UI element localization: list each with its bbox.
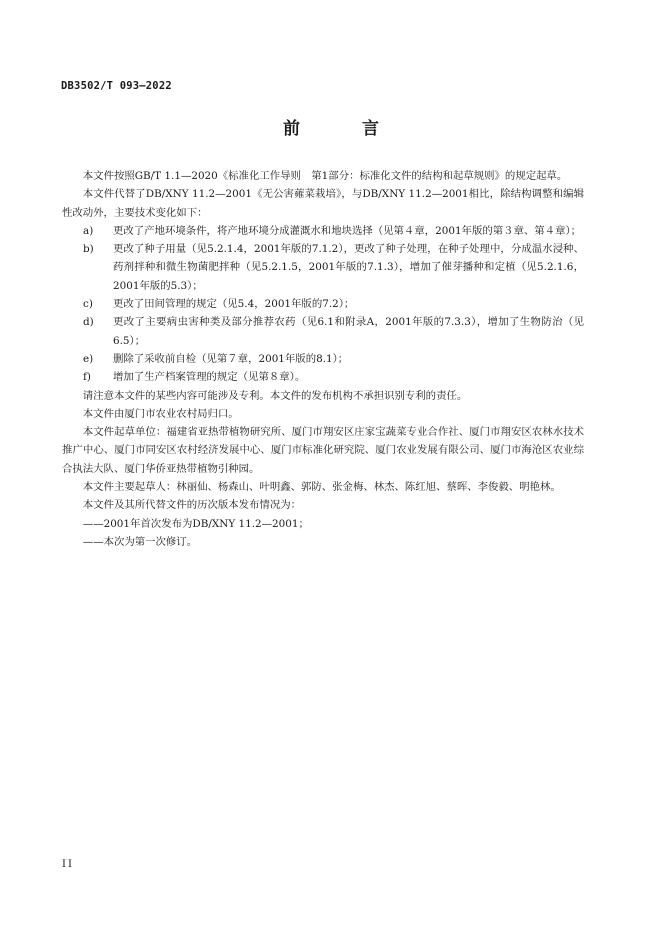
paragraph-responsible-dept: 本文件由厦门市农业农村局归口。 <box>82 407 239 420</box>
list-item-label: d) <box>83 316 94 329</box>
list-item-text: 更改了种子用量（见5.2.1.4，2001年版的7.1.2），更改了种子处理，在种子处理中，分成温水浸种、药剂拌种和微生物菌肥拌种（见5.2.1.5，2001年版的7.1.3），增加了催芽播种和定植（见5.2.1.6，2001年版的5.3）； <box>113 243 584 292</box>
page-number: II <box>62 859 74 870</box>
list-item <box>62 295 584 313</box>
document-body <box>62 167 584 551</box>
list-item-text: 更改了主要病虫害种类及部分推荐农药（见6.1和附录A，2001年版的7.3.3），增加了生物防治（见6.5）； <box>113 316 584 347</box>
paragraph-drafting-rules: 本文件按照GB/T 1.1—2020《标准化工作导则 第1部分：标准化文件的结构和起草规则》的规定起草。 <box>82 170 568 182</box>
list-item <box>62 240 584 295</box>
paragraph-patent-notice: 请注意本文件的某些内容可能涉及专利。本文件的发布机构不承担识别专利的责任。 <box>82 389 468 402</box>
page-title: 前 言 <box>283 119 407 139</box>
list-item <box>62 313 584 350</box>
list-item-text: 更改了产地环境条件，将产地环境分成灌溉水和地块选择（见第４章，2001年版的第３章、第４章）； <box>113 224 582 237</box>
list-item <box>62 222 584 240</box>
document-code: DB3502/T 093—2022 <box>61 80 172 92</box>
list-item-text: 增加了生产档案管理的规定（见第８章）。 <box>113 371 306 384</box>
history-item: ——2001年首次发布为DB/XNY 11.2—2001； <box>82 517 309 530</box>
list-item-label: b) <box>83 243 94 256</box>
paragraph-drafting-units: 本文件起草单位：福建省亚热带植物研究所、厦门市翔安区庄家宝蔬菜专业合作社、厦门市翔安区农林水技术推广中心、厦门市同安区农村经济发展中心、厦门市标准化研究院、厦门农业发展有限公司、厦门市海沧区农业综合执法大队、厦门华侨亚热带植物引种园。 <box>62 426 584 475</box>
list-item <box>62 350 584 368</box>
paragraph-drafters: 本文件主要起草人：林丽仙、杨森山、叶明鑫、郭防、张金梅、林杰、陈红旭、蔡晖、李俊毅、明艳林。 <box>82 481 561 494</box>
list-item-text: 更改了田间管理的规定（见5.4，2001年版的7.2）； <box>113 298 355 311</box>
paragraph-history-intro: 本文件及其所代替文件的历次版本发布情况为： <box>82 499 301 512</box>
list-item-label: a) <box>83 224 94 237</box>
list-item-label: f) <box>83 371 91 384</box>
paragraph-replacement: 本文件代替了DB/XNY 11.2—2001《无公害蕹菜栽培》，与DB/XNY 11.2—2001相比，除结构调整和编辑性改动外，主要技术变化如下： <box>62 188 584 219</box>
list-item-label: c) <box>83 298 93 311</box>
list-item-text: 删除了采收前自检（见第７章，2001年版的8.1）； <box>113 352 349 365</box>
history-item: ——本次为第一次修订。 <box>82 535 198 548</box>
list-item <box>62 368 584 386</box>
list-item-label: e) <box>83 352 94 365</box>
